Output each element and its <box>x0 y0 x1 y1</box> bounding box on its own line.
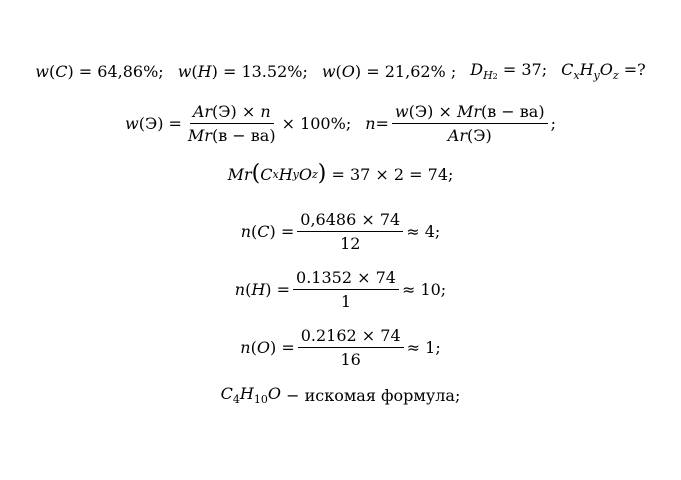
molar-mass-calc: = 37 × 2 = 74; <box>331 164 454 184</box>
n-carbon-denominator: 12 <box>340 234 361 253</box>
mass-fraction-formula: w (Э) = $\frac{Ar(Э) \times n}{Mr(в - ва)}$ × 100%; <box>125 102 352 145</box>
n-hydrogen-denominator: 1 <box>340 292 352 311</box>
w-carbon: w(C) = 64,86%; <box>35 61 164 81</box>
n-carbon-result: ≈ 4; <box>406 222 441 241</box>
w-hydrogen: w(H) = 13.52%; <box>177 61 308 81</box>
n-oxygen-denominator: 16 <box>340 350 361 369</box>
given-data-line <box>0 60 681 82</box>
general-formulas-line <box>0 102 681 145</box>
n-carbon-line: n ( C ) = $\frac{0,6486 \times 74}{12}$ ≈ 4; <box>240 210 441 253</box>
molar-mass-line: Mr ( C x H y O z ) = 37 × 2 = 74; <box>227 161 454 186</box>
n-oxygen-result: ≈ 1; <box>406 338 441 357</box>
n-hydrogen-line: n ( H ) = $\frac{0.1352 \times 74}{1}$ ≈ 10; <box>234 268 447 311</box>
w-oxygen: w(O) = 21,62% ; <box>321 61 457 81</box>
answer-text: − искомая формула; <box>286 385 461 405</box>
unknown-formula: $C_xH_yO_z$ =? <box>561 60 646 82</box>
answer-formula: $C_4H_{10}O$ <box>220 384 281 406</box>
n-hydrogen-numerator: 0.1352 × 74 <box>293 268 399 290</box>
n-hydrogen-result: ≈ 10; <box>401 280 447 299</box>
n-carbon-numerator: 0,6486 × 74 <box>297 210 403 232</box>
n-oxygen-numerator: 0.2162 × 74 <box>298 326 404 348</box>
answer-line <box>0 384 681 406</box>
n-oxygen-line: n ( O ) = $\frac{0.2162 \times 74}{16}$ ≈ 1; <box>240 326 441 369</box>
hydrogen-density: $D_{H2} = 37$; <box>470 60 548 82</box>
atom-count-formula: n = $\frac{w(Э) \times Mr(в - ва)}{Ar(Э)}$ ; <box>365 102 556 145</box>
